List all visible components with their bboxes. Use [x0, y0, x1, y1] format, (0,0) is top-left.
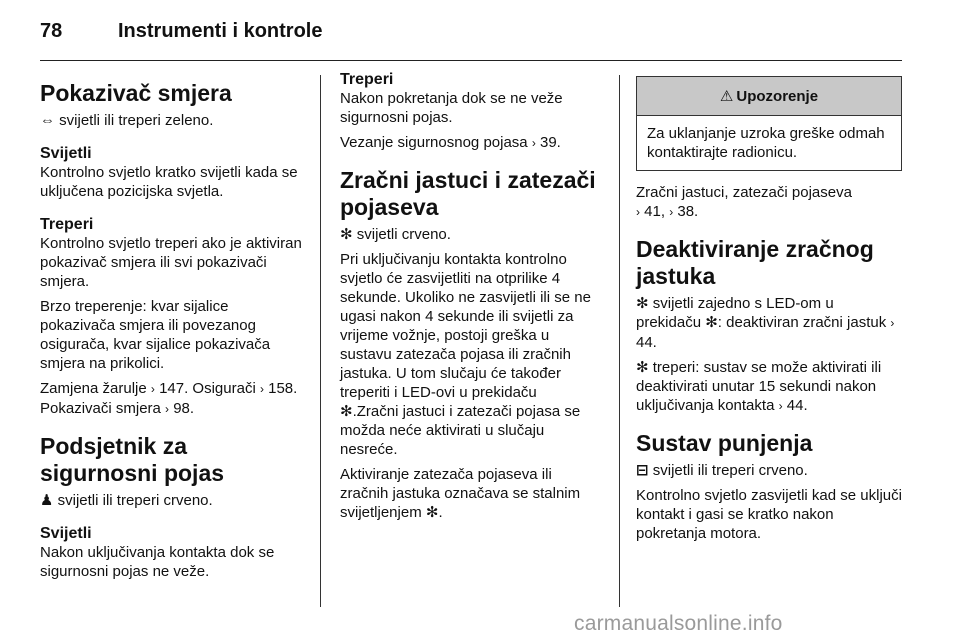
paragraph: Brzo treperenje: kvar sijalice pokazivača smjera ili povezanog osigurača, kvar sijalice pokazivača smjera na prikolici. — [40, 298, 271, 372]
header-rule — [40, 60, 902, 61]
text: Aktiviranje zatezača pojaseva ili zračnih jastuka označava se stalnim svijetljenjem — [340, 466, 581, 521]
text: svijetli ili treperi crveno. — [57, 492, 213, 509]
column-3 — [636, 76, 902, 549]
paragraph — [40, 111, 304, 130]
text: Zračni jastuci, zatezači pojaseva — [636, 184, 852, 201]
text: Pri uključivanju kontakta kontrolno svjetlo će zasvijetliti na otprilike 4 sekunde. Ukoliko ne zasvijetli ili se ne ugasi nakon 4 sekunde ili svijetli za vrijeme vožnje, postoji greška u sustavu zatezača pojasa ili zračnih jastuka. U tom slučaju će također treperiti i LED-ovi u prekidaču — [340, 251, 591, 401]
column-divider-1 — [320, 75, 321, 607]
text: treperi: sustav se može aktivirati ili deaktivirati unutar 15 sekundi nakon uključivanja kontakta — [636, 359, 882, 414]
page-header — [40, 20, 902, 48]
warning-icon: ⚠ — [719, 87, 734, 105]
warning-text: Za uklanjanje uzroka greške odmah kontaktirajte radionicu. — [647, 125, 885, 161]
airbag-off-icon: ✻ — [636, 295, 649, 312]
paragraph — [636, 294, 902, 352]
warning-header — [637, 77, 901, 116]
text: 147. Osigurači — [159, 380, 256, 397]
page-number: 78 — [40, 20, 63, 42]
battery-icon: ⊟ — [636, 462, 649, 479]
text: 44. — [636, 334, 657, 351]
heading-seatbelt-reminder: Podsjetnik za sigurnosni pojas — [40, 433, 225, 486]
ref-arrow-icon: › — [165, 402, 170, 416]
heading-charging-system: Sustav punjenja — [636, 430, 813, 456]
text: .Zračni jastuci i zatezači pojasa se možda neće aktivirati u slučaju nesreće. — [340, 403, 581, 458]
text: 44. — [786, 397, 808, 414]
text: Vezanje sigurnosnog pojasa — [340, 134, 528, 151]
column-divider-2 — [619, 75, 620, 607]
text: . — [438, 504, 443, 521]
column-2 — [340, 70, 604, 528]
subheading-treperi: Treperi — [340, 71, 394, 88]
text: Zamjena žarulje — [40, 380, 147, 397]
airbag-icon: ✻ — [425, 504, 439, 521]
subheading-svijetli: Svijetli — [40, 145, 92, 162]
ref-arrow-icon: › — [778, 399, 783, 413]
text: 41, — [644, 203, 666, 220]
text: svijetli zajedno s LED-om u prekidaču — [636, 295, 834, 331]
subheading-treperi: Treperi — [40, 216, 94, 233]
text: svijetli ili treperi zeleno. — [59, 112, 214, 129]
ref-arrow-icon: › — [669, 205, 674, 219]
text: svijetli ili treperi crveno. — [652, 462, 808, 479]
paragraph: Nakon pokretanja dok se ne veže sigurnosni pojas. — [340, 90, 563, 126]
ref-arrow-icon: › — [259, 382, 264, 396]
seatbelt-icon: ♟ — [40, 492, 54, 509]
turn-signal-icon: ⇔ — [40, 112, 55, 129]
paragraph — [340, 225, 604, 244]
paragraph: Kontrolno svjetlo kratko svijetli kada se uključena pozicijska svjetla. — [40, 164, 298, 200]
ref-arrow-icon: › — [150, 382, 155, 396]
airbag-off-icon: ✻ — [705, 314, 718, 331]
text: 158. Pokazivači smjera — [40, 380, 298, 417]
heading-turn-signal: Pokazivač smjera — [40, 80, 232, 106]
heading-airbags: Zračni jastuci i zatezači pojaseva — [340, 167, 596, 220]
airbag-icon: ✻ — [340, 226, 353, 243]
running-title: Instrumenti i kontrole — [118, 20, 323, 42]
paragraph — [636, 461, 902, 480]
text: 98. — [173, 400, 195, 417]
subheading-svijetli: Svijetli — [40, 525, 92, 542]
paragraph — [636, 183, 902, 222]
airbag-off-icon: ✻ — [636, 359, 649, 376]
warning-title: Upozorenje — [736, 87, 819, 105]
heading-airbag-deactivation: Deaktiviranje zračnog jastuka — [636, 236, 874, 289]
paragraph — [340, 465, 604, 522]
text: 39. — [539, 134, 561, 151]
paragraph — [636, 358, 902, 416]
text: 38. — [677, 203, 699, 220]
paragraph — [340, 133, 604, 153]
paragraph: Nakon uključivanja kontakta dok se sigurnosni pojas ne veže. — [40, 544, 275, 580]
ref-arrow-icon: › — [531, 136, 536, 150]
text: svijetli crveno. — [356, 226, 451, 243]
paragraph — [340, 250, 604, 459]
watermark: carmanualsonline.info — [574, 612, 783, 635]
column-1 — [40, 80, 304, 587]
airbag-off-icon: ✻ — [340, 403, 353, 420]
warning-box — [636, 76, 902, 171]
ref-arrow-icon: › — [636, 205, 640, 219]
ref-arrow-icon: › — [890, 316, 895, 330]
text: : deaktiviran zračni jastuk — [717, 314, 887, 331]
paragraph — [40, 379, 304, 419]
paragraph: Kontrolno svjetlo treperi ako je aktiviran pokazivač smjera ili svi pokazivači smjera. — [40, 235, 302, 290]
paragraph — [40, 491, 304, 510]
paragraph: Kontrolno svjetlo zasvijetli kad se uključi kontakt i gasi se kratko nakon pokretanja motora. — [636, 487, 902, 542]
